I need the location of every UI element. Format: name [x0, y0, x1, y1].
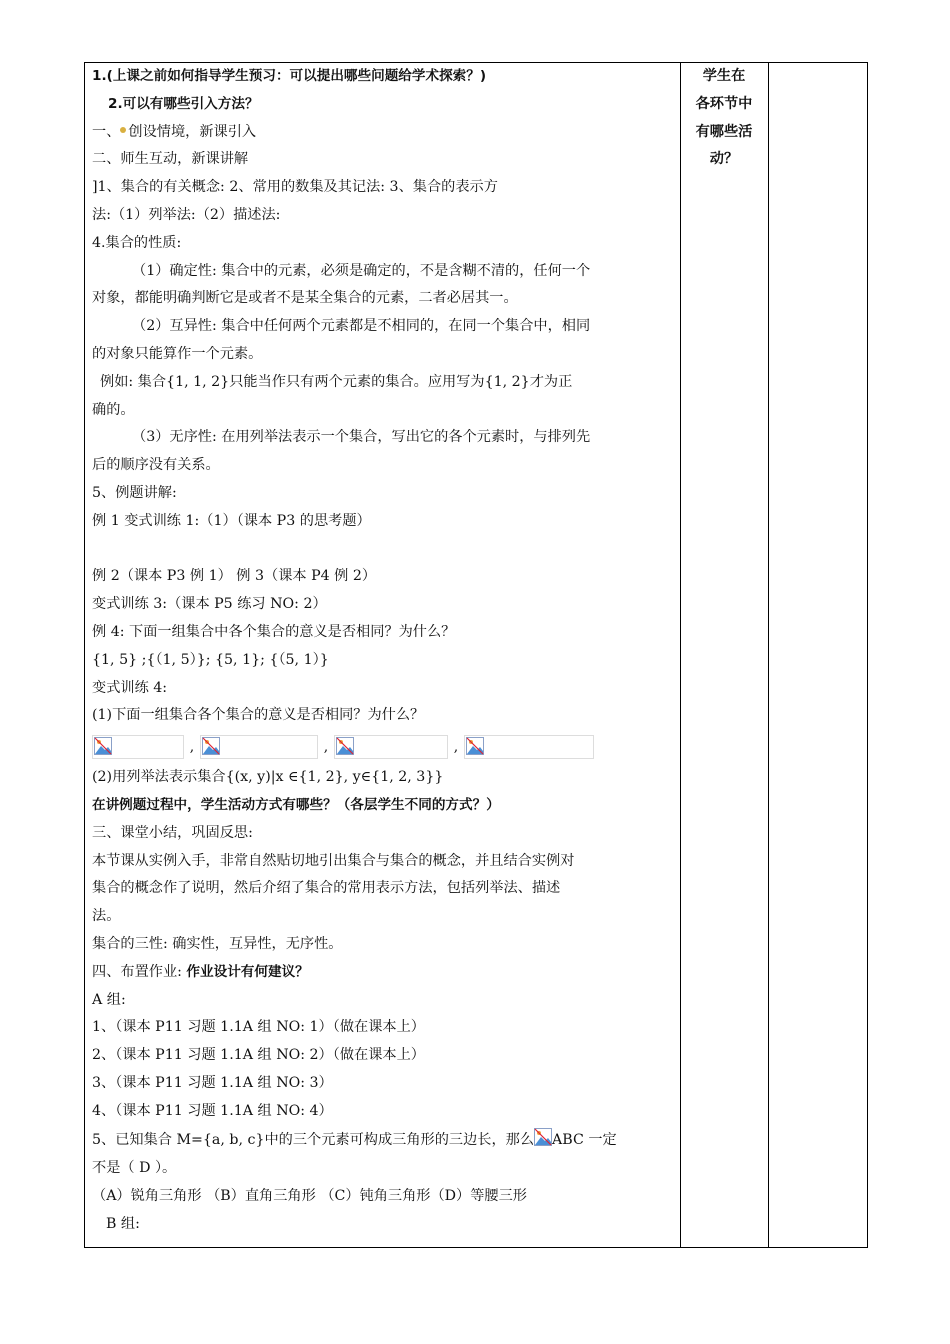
text-line: 4.集合的性质: [92, 234, 182, 251]
image-placeholder [200, 735, 318, 759]
student-activity-column [682, 63, 766, 174]
text-line: 例如: 集合{1, 1, 2}只能当作只有两个元素的集合。应用写为{1, 2}才为正 [100, 373, 573, 390]
activity-question: 在讲例题过程中，学生活动方式有哪些？（各层学生不同的方式？） [92, 796, 500, 813]
text-line: (2)用列举法表示集合{(x, y)|x ∈{1, 2}, y∈{1, 2, 3}} [92, 769, 444, 786]
text-line: 本节课从实例入手，非常自然贴切地引出集合与集合的概念，并且结合实例对 [92, 852, 575, 869]
text-line: （2）互异性: 集合中任何两个元素都是不相同的，在同一个集合中，相同 [132, 318, 591, 335]
homework-item: 2、（课本 P11 习题 1.1A 组 NO: 2）（做在课本上） [92, 1047, 425, 1064]
text-line: 集合的三性: 确实性，互异性，无序性。 [92, 935, 343, 952]
text-line: 后的顺序没有关系。 [92, 457, 220, 474]
intro-question: 2.可以有哪些引入方法？ [108, 95, 259, 112]
text-line: 例 1 变式训练 1:（1）（课本 P3 的思考题） [92, 512, 371, 529]
broken-image-icon [336, 737, 354, 755]
text-line: 例 2（课本 P3 例 1） 例 3（课本 P4 例 2） [92, 568, 377, 585]
answer-options: （A）锐角三角形 （B）直角三角形 （C）钝角三角形（D）等腰三形 [92, 1188, 527, 1205]
column-divider [680, 63, 681, 1247]
text-line: {1, 5} ;{（1, 5）}; {5, 1}; {（5, 1）} [92, 651, 329, 668]
image-placeholder [464, 735, 594, 759]
lesson-content [92, 63, 676, 1239]
preview-question: 1.(上课之前如何指导学生预习：可以提出哪些问题给学术探索？) [92, 68, 487, 84]
homework-item: 3、（课本 P11 习题 1.1A 组 NO: 3） [92, 1074, 333, 1091]
text-line: 法:（1）列举法:（2）描述法: [92, 206, 281, 223]
homework-item: 4、（课本 P11 习题 1.1A 组 NO: 4） [92, 1102, 333, 1119]
text-line: 集合的概念作了说明，然后介绍了集合的常用表示方法，包括列举法、描述 [92, 880, 561, 897]
side-line: 动？ [709, 151, 739, 168]
broken-image-icon [202, 737, 220, 755]
side-line: 有哪些活 [695, 123, 753, 140]
set-images-row: , , , [92, 730, 676, 764]
section-one: 一、 创设情境，新课引入 [92, 123, 257, 140]
column-divider [768, 63, 769, 1247]
text-line: 确的。 [92, 401, 135, 418]
lesson-table [84, 62, 868, 1248]
text-line: 不是（ D ）。 [92, 1160, 177, 1177]
text-line: 5、例题讲解: [92, 484, 177, 501]
text-line: 变式训练 4: [92, 679, 168, 696]
side-line: 学生在 [702, 68, 746, 84]
text-line: A 组: [92, 991, 126, 1008]
text-line: 例 4: 下面一组集合中各个集合的意义是否相同？为什么？ [92, 623, 456, 640]
blank-line [92, 536, 676, 564]
section-two: 二、师生互动，新课讲解 [92, 151, 249, 168]
text-line: （3）无序性: 在用列举法表示一个集合，写出它的各个元素时，与排列先 [132, 429, 591, 446]
section-four: 四、布置作业: 作业设计有何建议？ [92, 963, 309, 980]
broken-image-icon [466, 737, 484, 755]
text-line: 法。 [92, 908, 121, 925]
text-line: B 组: [106, 1216, 140, 1233]
text-line: 对象，都能明确判断它是或者不是某全集合的元素，二者必居其一。 [92, 290, 518, 307]
homework-item: 5、已知集合 M={a, b, c}中的三个元素可构成三角形的三边长，那么 ABC 一定 [92, 1125, 676, 1155]
broken-image-icon [534, 1128, 552, 1146]
text-line: 变式训练 3:（课本 P5 练习 NO: 2） [92, 596, 327, 613]
section-three: 三、课堂小结，巩固反思: [92, 824, 253, 841]
text-line: 的对象只能算作一个元素。 [92, 345, 263, 362]
text-line: (1)下面一组集合各个集合的意义是否相同？为什么？ [92, 707, 425, 724]
text-line: （1）确定性: 集合中的元素，必须是确定的，不是含糊不清的，任何一个 [132, 262, 591, 279]
marker-dot [120, 127, 126, 133]
side-line: 各环节中 [695, 95, 753, 112]
text-line: ]1、集合的有关概念: 2、常用的数集及其记法: 3、集合的表示方 [92, 179, 498, 196]
image-placeholder [334, 735, 448, 759]
broken-image-icon [94, 737, 112, 755]
image-placeholder [92, 735, 184, 759]
homework-item: 1、（课本 P11 习题 1.1A 组 NO: 1）（做在课本上） [92, 1019, 425, 1036]
